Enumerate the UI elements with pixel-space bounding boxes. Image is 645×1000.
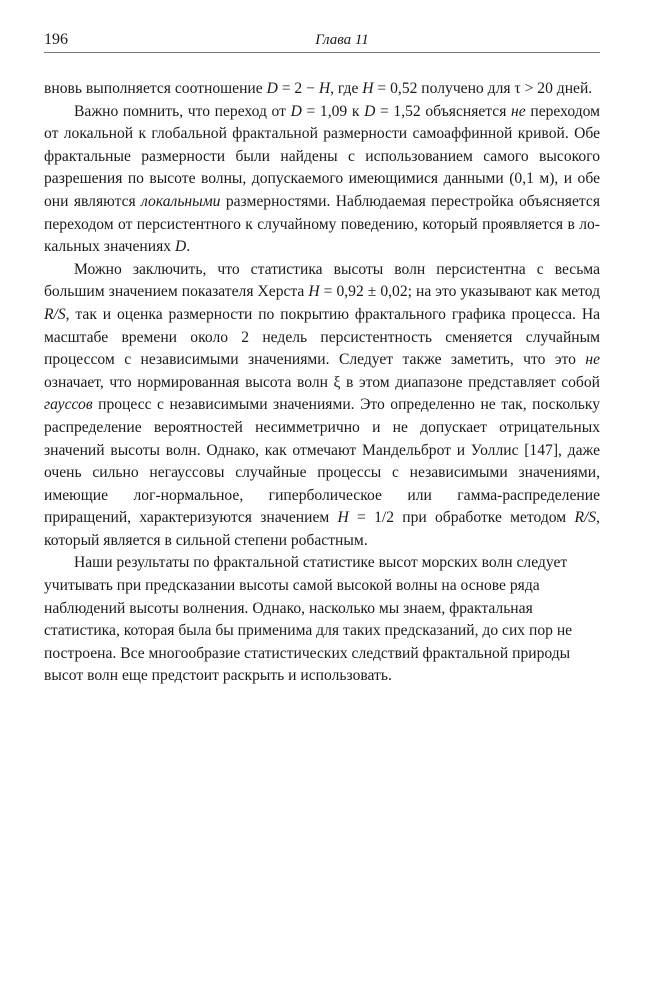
italic-term: гауссов (44, 396, 93, 414)
text-run: = 1/2 при обработке методом (348, 509, 575, 527)
italic-term: H (318, 80, 331, 97)
italic-term: H (337, 509, 349, 527)
italic-term: H (308, 283, 320, 301)
paragraph-4 (44, 552, 600, 688)
italic-term: D (174, 238, 187, 256)
italic-term: H (362, 80, 374, 97)
text-run: означает, что нормированная высота волн ξ в этом диапазоне представляет собой (44, 373, 600, 391)
paragraph-2 (44, 101, 600, 259)
paragraph-1 (44, 78, 600, 101)
text-run: вновь выполняется соотношение (44, 80, 267, 97)
page-number: 196 (44, 31, 68, 48)
page-header (44, 30, 600, 52)
text-run: = 1,09 к (301, 102, 365, 120)
text-run: = 0,52 получено для τ > 20 дней. (373, 80, 593, 97)
italic-term: D (364, 102, 376, 120)
text-run: = 0,92 ± 0,02; на это указывают как метод (319, 283, 601, 301)
text-run: , который является в сильной степени робастным. (44, 509, 600, 549)
italic-term: локальными (141, 192, 221, 210)
text-run: размерностями. Наблюдаемая перестройка объясняется переходом от персистентного к случайному поведению, который проявляется в локальных значениях (44, 192, 600, 256)
text-run: Можно заключить, что статистика высоты волн персистентна с весьма большим значением показателя Херста (44, 260, 600, 301)
text-run: = 2 − (277, 80, 319, 97)
text-run: , так и оценка размерности по покрытию фрактального графика процесса. На масштабе времени около 2 недель персистентность сменяется случайным процессом с независимыми значениями. Следует также заметить, что это (44, 305, 600, 369)
italic-term: D (266, 80, 278, 97)
body-text (44, 78, 600, 688)
text-run: , где (330, 80, 363, 97)
header-rule (44, 52, 600, 53)
italic-term: не (511, 102, 526, 120)
text-run: процесс с независимыми значениями. Это определенно не так, поскольку распределение вероятностей несимметрично и не допускает отрицательных значений высоты волн. Однако, как отмечают Мандельброт и Уоллис [147], даже очень сильно негауссовы случайные процессы с независимыми значениями, имеющие лог-нормальное, гиперболическое или гамма-распределение приращений, характеризуются значением (44, 396, 600, 527)
text-run: переходом от локальной к глобальной фрактальной размерности самоаффинной кривой. Обе фрактальные размерности были найдены с использованием самого высокого разрешения по высоте волны, допускаемого имеющимися данными (0,1 м), и обе они являются (44, 102, 600, 210)
text-run: = 1,52 объясняется (375, 102, 512, 120)
italic-term: не (585, 351, 600, 369)
italic-term: R/S (44, 305, 66, 323)
text-run: Важно помнить, что переход от (74, 102, 291, 120)
running-title: Глава 11 (315, 32, 369, 48)
paragraph-3 (44, 259, 600, 553)
italic-term: D (290, 102, 302, 120)
text-run: . (186, 238, 191, 256)
text-run: Наши результаты по фрактальной статистике высот морских волн следует учитывать при предсказании высоты самой высокой волны на основе ряда наблюдений высоты волнения. Однако, насколько мы знаем, фрактальная статистика, которая была бы применима для таких предсказаний, до сих пор не построена. Все многообразие статистических следствий фрактальной природы высот волн еще предстоит раскрыть и использовать. (44, 554, 573, 685)
italic-term: R/S (574, 509, 597, 527)
